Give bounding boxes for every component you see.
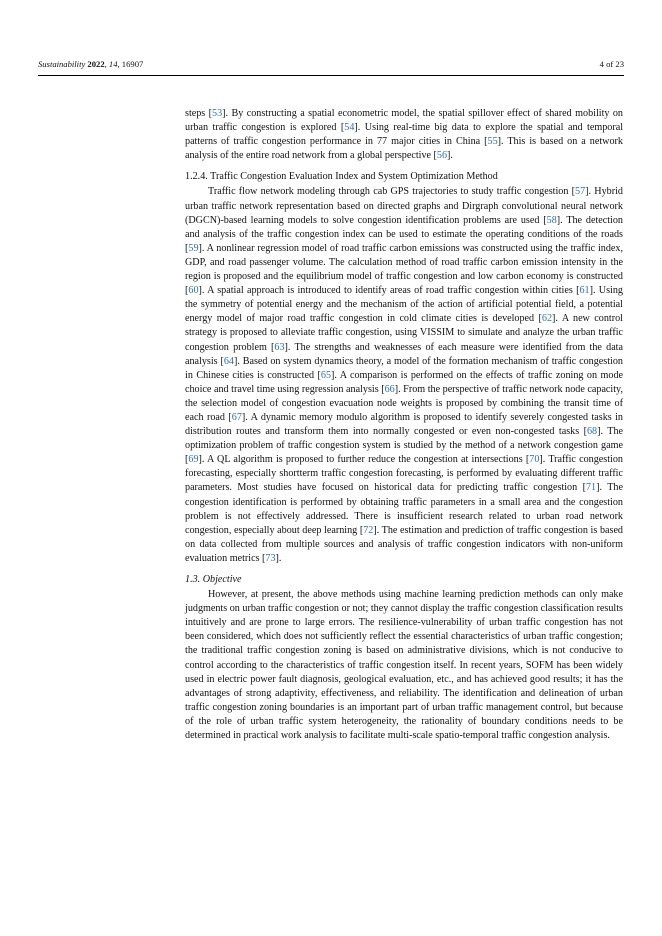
journal-year: 2022 <box>87 59 105 69</box>
journal-volume: 14 <box>108 59 118 69</box>
citation-link-57[interactable]: 57 <box>575 186 586 198</box>
section-heading-1-2-4: 1.2.4. Traffic Congestion Evaluation Index and System Optimization Method <box>185 171 498 183</box>
journal-citation: Sustainability 2022, 14, 16907 <box>38 59 144 69</box>
citation-link-66[interactable]: 66 <box>384 383 395 395</box>
citation-link-72[interactable]: 72 <box>363 524 374 536</box>
citation-link-56[interactable]: 56 <box>436 150 448 162</box>
journal-name: Sustainability <box>38 59 86 69</box>
citation-link-68[interactable]: 68 <box>586 426 598 438</box>
running-header <box>38 57 624 71</box>
citation-link-58[interactable]: 58 <box>546 214 557 226</box>
citation-link-69[interactable]: 69 <box>188 454 199 466</box>
citation-link-53[interactable]: 53 <box>212 108 223 119</box>
article-number: 16907 <box>121 59 144 69</box>
main-text <box>185 107 623 743</box>
citation-link-64[interactable]: 64 <box>223 355 234 367</box>
citation-link-61[interactable]: 61 <box>579 285 590 297</box>
citation-link-67[interactable]: 67 <box>231 411 242 423</box>
citation-link-65[interactable]: 65 <box>320 369 331 381</box>
section-heading-1-3: 1.3. Objective <box>185 574 242 585</box>
header-rule <box>38 75 624 76</box>
citation-link-70[interactable]: 70 <box>529 454 540 466</box>
paragraph-evaluation: Traffic flow network modeling through cab GPS trajectories to study traffic congestion [57]. Hybrid urban traffic network representation based on directed graphs and Dirgraph convolutional neural network (DGCN)-based learning models to solve congestion identification problems are used [58]. The detection and analysis of the traffic congestion index can be used to estimate the operating conditions of the roads [59]. A nonlinear regression model of road traffic carbon emissions was constructed using the traffic index, GDP, and road passenger volume. The calculation method of road traffic carbon emission intensity in the region is proposed and the equilibrium model of traffic congestion and low carbon economy is constructed [60]. A spatial approach is introduced to identify areas of road traffic congestion within cities [61]. Using the symmetry of potential energy and the mechanism of the action of artificial potential field, a potential energy model of major road traffic congestion in cold climate cities is developed [62]. A new control strategy is proposed to alleviate traffic congestion, using VISSIM to simulate and analyze the urban traffic congestion problem [63]. The strengths and weaknesses of each measure were identified from the data analysis [64]. Based on system dynamics theory, a model of the formation mechanism of traffic congestion in Chinese cities is constructed [65]. A comparison is performed on the effects of traffic zoning on mode choice and travel time using regression analysis [66]. From the perspective of traffic network node capacity, the selection model of congestion evacuation node weights is proposed by combining the transit time of each road [67]. A dynamic memory modulo algorithm is proposed to identify severely congested tasks in distribution routes and transform them into normally congested or even non-congested tasks [68]. The optimization problem of traffic congestion system is studied by the method of a network congestion game [69]. A QL algorithm is proposed to further reduce the congestion at intersections [70]. Traffic congestion forecasting, especially shortterm traffic congestion forecasting, is performed by evaluating different traffic parameters. Most studies have focused on historical data for predicting traffic congestion [71]. The congestion identification is performed by obtaining traffic parameters in a small area and the congestion problem is not effectively addressed. There is insufficient research related to urban road network congestion, especially about deep learning [72]. The estimation and prediction of traffic congestion is based on data collected from multiple sources and analysis of traffic congestion indicators with non-uniform evaluation metrics [73]. <box>185 186 623 564</box>
citation-link-62[interactable]: 62 <box>541 313 553 325</box>
page-number: 4 of 23 <box>599 59 624 69</box>
citation-link-55[interactable]: 55 <box>487 136 498 148</box>
citation-link-73[interactable]: 73 <box>265 552 276 564</box>
citation-link-59[interactable]: 59 <box>188 242 199 254</box>
citation-link-60[interactable]: 60 <box>188 285 199 297</box>
citation-link-63[interactable]: 63 <box>274 341 285 353</box>
citation-link-71[interactable]: 71 <box>585 482 597 494</box>
paragraph-continued: steps [53]. By constructing a spatial econometric model, the spatial spillover effect of shared mobility on urban traffic congestion is explored [54]. Using real-time big data to explore the spatial and temporal patterns of traffic congestion performance in 77 major cities in China [55]. This is based on a network analysis of the entire road network from a global perspective [56]. <box>185 108 624 162</box>
paragraph-objective: However, at present, the above methods using machine learning prediction methods can only make judgments on urban traffic congestion or not; they cannot display the traffic congestion classification results intuitively and are prone to large errors. The resilience-vulnerability of urban traffic congestion has not been considered, which does not sufficiently reflect the essential characteristics of urban traffic congestion; the traditional traffic congestion zoning is based on administrative divisions, which is not conducive to control according to the characteristics of traffic congestion itself. In recent years, SOFM has been widely used in electric power fault diagnosis, geological evaluation, etc., and has achieved good results; it has the advantages of strong adaptivity, effectiveness, and reliability. The identification and delineation of urban traffic congestion zoning boundaries is an important part of urban traffic management control, but because of the role of urban traffic system heterogeneity, the rationality of boundary conditions needs to be determined in practical work analysis to facilitate multi-scale spatio-temporal traffic congestion analysis. <box>185 589 623 742</box>
citation-link-54[interactable]: 54 <box>344 122 355 134</box>
